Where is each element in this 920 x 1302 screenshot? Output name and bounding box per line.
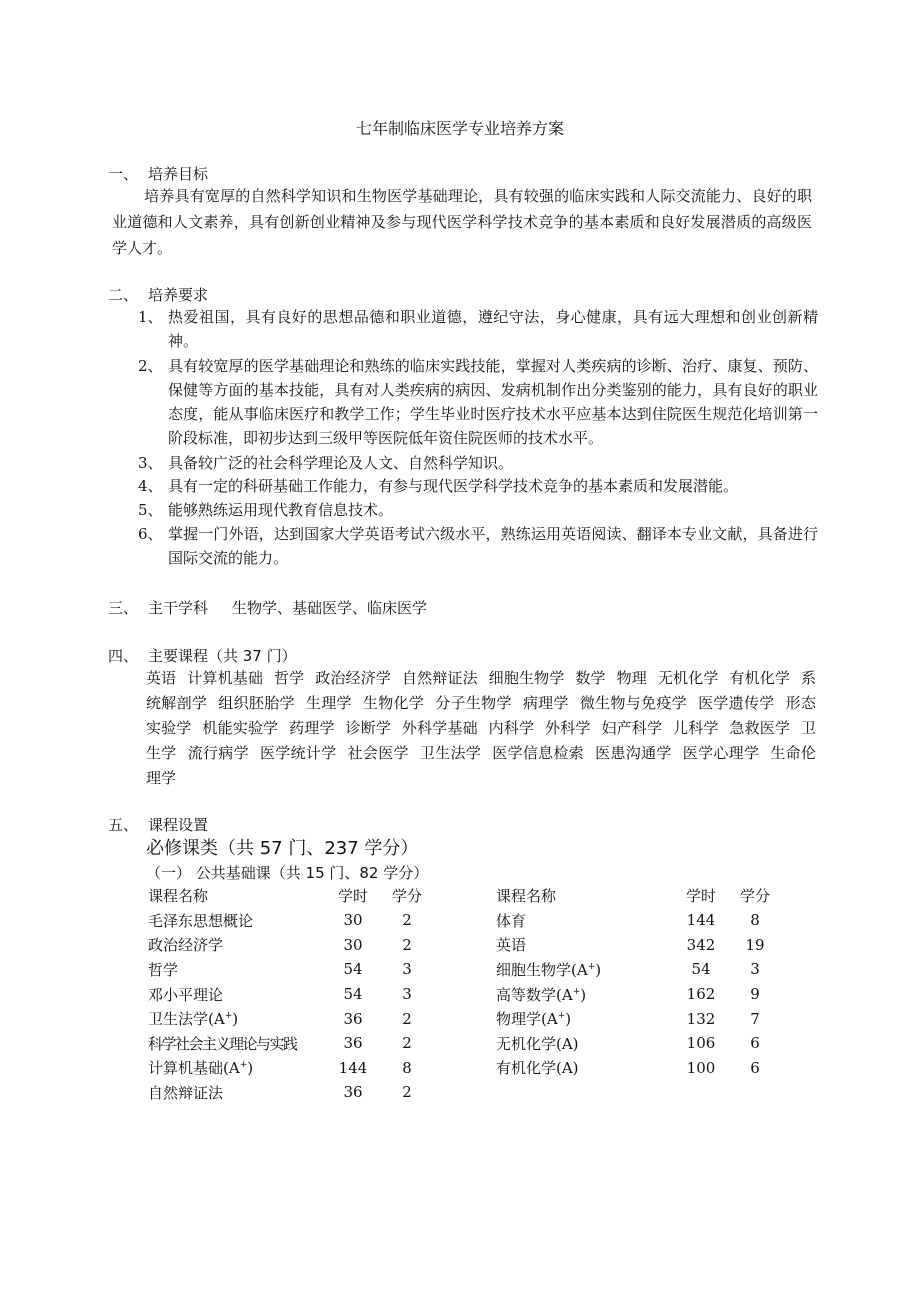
course-credits: 8: [402, 1058, 412, 1077]
course-grade-mark: +: [239, 1060, 248, 1071]
table-row: [148, 982, 432, 1007]
course-name: 哲学: [148, 960, 179, 979]
course-name-tail: ): [247, 1059, 254, 1078]
section-2-heading: 培养要求: [148, 286, 209, 304]
course-name-tail: ): [595, 960, 602, 979]
course-name: 政治经济学: [148, 936, 224, 955]
course-credits: 3: [402, 960, 412, 979]
course-credits: 6: [750, 1058, 760, 1077]
course-credits: 8: [750, 911, 760, 930]
requirement-text: 具有较宽厚的医学基础理论和熟练的临床实践技能，掌握对人类疾病的诊断、治疗、康复、预防、保健等方面的基本技能，具有对人类疾病的病因、发病机制作出分类鉴别的能力，具有良好的职业态度，能从事临床医疗和教学工作；学生毕业时医疗技术水平应基本达到住院医生规范化培训第一阶段标准，即初步达到三级甲等医院低年资住院医师的技术水平。: [168, 357, 818, 447]
main-courses-list: 英语 计算机基础 哲学 政治经济学 自然辩证法 细胞生物学 数学 物理 无机化学 有机化学 系统解剖学 组织胚胎学 生理学 生物化学 分子生物学 病理学 微生物与免疫学 医学遗传学 形态实验学 机能实验学 药理学 诊断学 外科学基础 内科学 外科学 妇产科学 儿科学 急救医学 卫生学 流行病学 医学统计学 社会医学 卫生法学 医学信息检索 医患沟通学 医学心理学 生命伦理学: [146, 669, 816, 787]
section-1-number: 一、: [108, 165, 139, 183]
table-row: [496, 1056, 780, 1081]
course-name: 体育: [496, 911, 527, 930]
course-name: 高等数学(A: [496, 985, 573, 1004]
course-name: 英语: [496, 936, 527, 955]
requirement-number: 4、: [138, 477, 163, 495]
course-hours: 162: [686, 985, 716, 1004]
course-name: 计算机基础(A: [148, 1059, 240, 1078]
requirement-item: [138, 305, 818, 353]
course-credits: 3: [750, 960, 760, 979]
course-name-cell: [496, 1006, 672, 1031]
course-hours: 342: [686, 935, 716, 954]
course-credits: 6: [750, 1034, 760, 1053]
course-grade-mark: +: [587, 961, 596, 972]
course-hours: 144: [338, 1058, 368, 1077]
course-name: 细胞生物学(A: [496, 960, 588, 979]
header-hours: 学时: [337, 886, 368, 905]
course-hours: 54: [691, 960, 711, 979]
header-credits: 学分: [739, 886, 770, 905]
table-row: [148, 933, 432, 958]
header-course-name: 课程名称: [148, 886, 209, 905]
requirement-text: 具备较广泛的社会科学理论及人文、自然科学知识。: [168, 454, 514, 472]
table-row: [148, 1006, 432, 1031]
course-name: 卫生法学(A: [148, 1010, 225, 1029]
public-foundation-heading: （一） 公共基础课（共 15 门、82 学分）: [146, 864, 429, 882]
requirement-number: 3、: [138, 454, 163, 472]
course-name-cell: [148, 1006, 324, 1031]
requirement-number: 6、: [138, 525, 163, 543]
course-grade-mark: +: [572, 986, 581, 997]
requirement-item: [138, 498, 818, 522]
course-hours: 30: [343, 911, 363, 930]
requirement-text: 具有一定的科研基础工作能力，有参与现代医学科学技术竞争的基本素质和发展潜能。: [168, 477, 739, 495]
course-hours: 106: [686, 1034, 716, 1053]
course-credits: 2: [402, 935, 412, 954]
table-row: [148, 1080, 432, 1105]
course-table-right: [496, 882, 780, 1080]
course-credits: 3: [402, 985, 412, 1004]
section-3-number: 三、: [108, 599, 139, 617]
section-1-heading: 培养目标: [148, 165, 209, 183]
table-row: [496, 982, 780, 1007]
course-hours: 54: [343, 985, 363, 1004]
course-credits: 19: [745, 935, 765, 954]
course-credits: 2: [402, 1009, 412, 1028]
course-name: 科学社会主义理论与实践: [148, 1034, 297, 1053]
table-row: [496, 1006, 780, 1031]
section-4-number: 四、: [108, 647, 139, 665]
table-row: [148, 908, 432, 933]
table-row: [496, 933, 780, 958]
requirement-number: 5、: [138, 501, 163, 519]
page-title: 七年制临床医学专业培养方案: [355, 119, 564, 138]
section-4-heading: 主要课程（共 37 门）: [148, 647, 297, 665]
requirement-item: [138, 522, 818, 570]
course-name-tail: ): [580, 985, 587, 1004]
section-2-number: 二、: [108, 286, 139, 304]
header-course-name: 课程名称: [496, 886, 557, 905]
course-name-cell: [148, 1056, 324, 1081]
section-1-paragraph: [112, 183, 812, 261]
course-name-cell: [496, 957, 672, 982]
table-row: [496, 908, 780, 933]
course-hours: 144: [686, 911, 716, 930]
required-courses-heading: 必修课类（共 57 门、237 学分）: [146, 838, 419, 859]
course-hours: 100: [686, 1058, 716, 1077]
section-5-number: 五、: [108, 816, 139, 834]
course-hours: 30: [343, 935, 363, 954]
table-row: [148, 957, 432, 982]
course-table-left: [148, 882, 432, 1105]
requirement-item: [138, 354, 818, 450]
course-name: 物理学(A: [496, 1010, 558, 1029]
course-name: 自然辩证法: [148, 1083, 224, 1102]
course-name-tail: ): [232, 1010, 239, 1029]
course-name: 有机化学(A): [496, 1059, 579, 1078]
table-row: [148, 1031, 432, 1056]
course-credits: 2: [402, 1083, 412, 1102]
requirement-number: 2、: [138, 357, 163, 375]
course-credits: 2: [402, 1034, 412, 1053]
course-credits: 2: [402, 911, 412, 930]
course-name: 邓小平理论: [148, 985, 224, 1004]
table-row: [148, 1056, 432, 1081]
table-header-row: [496, 882, 780, 908]
requirement-text: 掌握一门外语，达到国家大学英语考试六级水平，熟练运用英语阅读、翻译本专业文献，具备进行国际交流的能力。: [168, 525, 818, 567]
header-credits: 学分: [391, 886, 422, 905]
table-header-row: [148, 882, 432, 908]
section-1-text: 培养具有宽厚的自然科学知识和生物医学基础理论，具有较强的临床实践和人际交流能力、良好的职业道德和人文素养，具有创新创业精神及参与现代医学科学技术竞争的基本素质和良好发展潜质的高级医学人才。: [112, 187, 812, 257]
requirement-number: 1、: [138, 308, 163, 326]
course-hours: 36: [343, 1034, 363, 1053]
requirement-text: 能够熟练运用现代教育信息技术。: [168, 501, 394, 519]
course-grade-mark: +: [557, 1011, 566, 1022]
course-hours: 36: [343, 1083, 363, 1102]
requirement-item: [138, 474, 818, 498]
main-disciplines: 生物学、基础医学、临床医学: [232, 599, 428, 617]
course-credits: 7: [750, 1009, 760, 1028]
course-hours: 132: [686, 1009, 716, 1028]
requirement-item: [138, 451, 818, 475]
course-hours: 54: [343, 960, 363, 979]
table-row: [496, 1031, 780, 1056]
course-name: 无机化学(A): [496, 1034, 579, 1053]
header-hours: 学时: [685, 886, 716, 905]
course-hours: 36: [343, 1009, 363, 1028]
course-credits: 9: [750, 985, 760, 1004]
course-name-tail: ): [565, 1010, 572, 1029]
course-name: 毛泽东思想概论: [148, 911, 254, 930]
section-5-heading: 课程设置: [148, 816, 209, 834]
requirement-text: 热爱祖国，具有良好的思想品德和职业道德，遵纪守法，身心健康，具有远大理想和创业创新精神。: [168, 308, 818, 350]
table-row: [496, 957, 780, 982]
course-grade-mark: +: [224, 1011, 233, 1022]
course-name-cell: [496, 982, 672, 1007]
section-3-heading: 主干学科: [148, 599, 209, 617]
